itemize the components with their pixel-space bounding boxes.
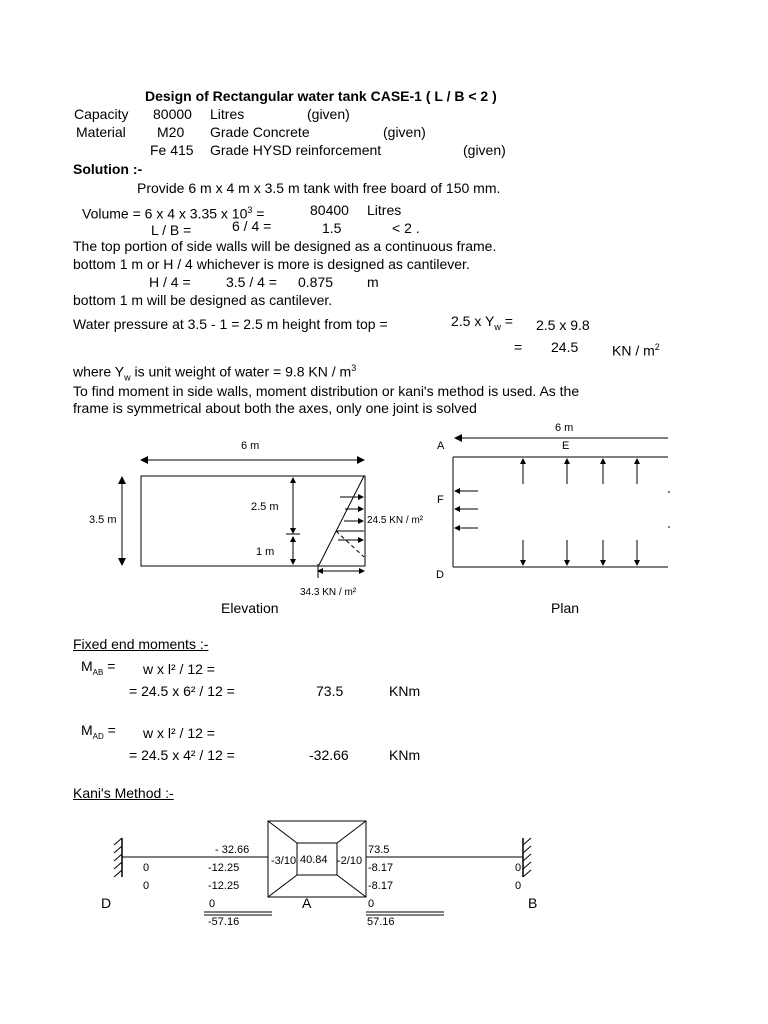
- kani-left-end-1: 0: [143, 862, 150, 874]
- kani-center: 40.84: [300, 854, 328, 866]
- volume-line: Volume = 6 x 4 x 3.35 x $10^3$ =: [82, 205, 265, 222]
- plan-diagram: [453, 438, 670, 567]
- mad-calc: = 24.5 x 4² / 12 =: [129, 747, 235, 763]
- kani-df-right: -2/10: [337, 855, 363, 867]
- kani-left-fem: - 32.66: [215, 844, 250, 856]
- h4-value: 0.875: [298, 274, 334, 290]
- material-label: Material: [76, 124, 126, 140]
- kani-left-iter2: -12.25: [208, 880, 240, 892]
- kani-right-iter1: -8.17: [368, 862, 394, 874]
- kani-diagram: [114, 821, 531, 915]
- mad-value: -32.66: [309, 747, 349, 763]
- plan-label-e: E: [562, 440, 570, 452]
- kani-right-total: 57.16: [367, 916, 395, 928]
- kani-right-end-2: 0: [515, 880, 522, 892]
- kani-label-d: D: [101, 895, 112, 911]
- lb-value: 1.5: [322, 220, 342, 236]
- steel-note: (given): [463, 142, 506, 158]
- steel-grade: Fe 415: [150, 142, 194, 158]
- mab-unit: KNm: [389, 683, 421, 699]
- mab-formula: w x l² / 12 =: [143, 661, 215, 677]
- plan-label-f: F: [437, 494, 444, 506]
- kani-label-a: A: [302, 895, 312, 911]
- mab-label: $M_{AB}$ =: [81, 658, 116, 677]
- frame-line: The top portion of side walls will be designed as a continuous frame.: [73, 238, 497, 254]
- kani-left-iter1: -12.25: [208, 862, 240, 874]
- capacity-note: (given): [307, 106, 350, 122]
- steel-desc: Grade HYSD reinforcement: [210, 142, 382, 158]
- where-line: where $Y_w$ is unit weight of water = 9.8 KN / $m^3$: [73, 363, 357, 383]
- plan-label-a: A: [437, 440, 445, 452]
- kani-left-end-2: 0: [143, 880, 150, 892]
- plan-width-label: 6 m: [555, 422, 574, 434]
- pressure-top-label: 24.5 KN / m²: [367, 515, 424, 526]
- volume-value: 80400: [310, 202, 349, 218]
- plan-label-d: D: [436, 569, 444, 581]
- h4-unit: m: [367, 274, 379, 290]
- mab-calc: = 24.5 x 6² / 12 =: [129, 683, 235, 699]
- lb-label: L / B =: [151, 222, 192, 238]
- h4-expr: 3.5 / 4 =: [226, 274, 277, 290]
- material-grade: M20: [157, 124, 185, 140]
- solution-heading: Solution :-: [73, 161, 143, 177]
- capacity-label: Capacity: [74, 106, 129, 122]
- provide-line: Provide 6 m x 4 m x 3.5 m tank with free board of 150 mm.: [137, 180, 501, 196]
- plan-caption: Plan: [551, 600, 580, 616]
- upper-height-label: 2.5 m: [251, 501, 279, 513]
- moment-text-2: frame is symmetrical about both the axes, only one joint is solved: [73, 400, 477, 416]
- kani-right-iter2: -8.17: [368, 880, 394, 892]
- elevation-wall: [141, 476, 365, 566]
- kani-df-left: -3/10: [271, 855, 297, 867]
- elevation-diagram: [122, 460, 365, 578]
- bottom-line: bottom 1 m will be designed as cantilever.: [73, 292, 333, 308]
- elevation-width-label: 6 m: [241, 440, 260, 452]
- kani-right-fem: 73.5: [368, 844, 390, 856]
- mab-value: 73.5: [316, 683, 344, 699]
- pressure-expr: 2.5 x $Y_w$ =: [451, 313, 513, 332]
- capacity-unit: Litres: [210, 106, 245, 122]
- pressure-unit: KN / $m^2$: [612, 342, 660, 359]
- fem-heading: Fixed end moments :-: [73, 636, 209, 652]
- volume-unit: Litres: [367, 202, 402, 218]
- capacity-value: 80000: [153, 106, 192, 122]
- pressure-value: 24.5: [551, 339, 579, 355]
- lower-height-label: 1 m: [256, 546, 275, 558]
- kani-label-b: B: [528, 895, 538, 911]
- pressure-line: Water pressure at 3.5 - 1 = 2.5 m height from top =: [73, 316, 388, 332]
- pressure-eq: =: [514, 339, 523, 355]
- kani-right-end-1: 0: [515, 862, 522, 874]
- pressure-expr-value: 2.5 x 9.8: [536, 317, 590, 333]
- material-desc: Grade Concrete: [210, 124, 310, 140]
- pressure-bottom-label: 34.3 KN / m²: [300, 587, 357, 598]
- mad-unit: KNm: [389, 747, 421, 763]
- kani-left-total: -57.16: [208, 916, 240, 928]
- material-note: (given): [383, 124, 426, 140]
- mad-formula: w x l² / 12 =: [143, 725, 215, 741]
- page-title: Design of Rectangular water tank CASE-1 ( L / B < 2 ): [145, 88, 497, 104]
- elevation-caption: Elevation: [221, 600, 279, 616]
- moment-text-1: To find moment in side walls, moment distribution or kani's method is used. As the: [73, 383, 580, 399]
- lb-compare: < 2 .: [392, 220, 420, 236]
- kani-left-far: 0: [209, 898, 216, 910]
- mad-label: $M_{AD}$ =: [81, 722, 116, 741]
- h4-label: H / 4 =: [149, 274, 191, 290]
- kani-right-far: 0: [368, 898, 375, 910]
- lb-expr: 6 / 4 =: [232, 218, 272, 234]
- kani-heading: Kani's Method :-: [73, 785, 174, 801]
- cantilever-line: bottom 1 m or H / 4 whichever is more is designed as cantilever.: [73, 256, 470, 272]
- elevation-height-label: 3.5 m: [89, 514, 117, 526]
